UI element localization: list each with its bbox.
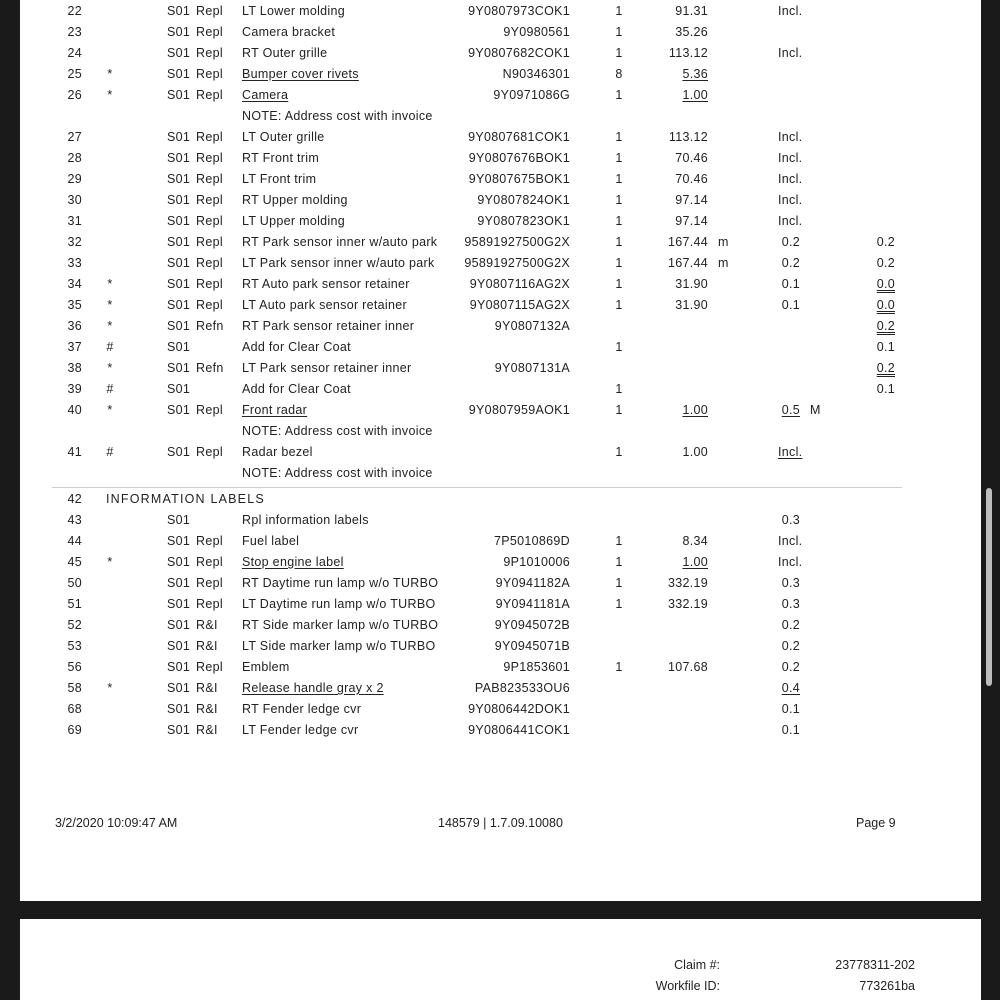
description: NOTE: Address cost with invoice <box>242 466 433 480</box>
description: RT Fender ledge cvr <box>242 702 362 716</box>
quantity: 1 <box>615 151 623 165</box>
line-number: 40 <box>67 403 82 417</box>
flag-marker: * <box>107 681 113 695</box>
paint-hours: 0.0 <box>876 298 895 312</box>
labor-hours: 0.2 <box>781 639 800 653</box>
section-title: INFORMATION LABELS <box>106 492 265 506</box>
operation-code: S01 <box>167 214 191 228</box>
operation-type: Repl <box>196 130 223 144</box>
operation-type: Repl <box>196 660 223 674</box>
operation-type: Repl <box>196 576 223 590</box>
labor-hours: 0.2 <box>781 660 800 674</box>
table-row <box>20 43 981 64</box>
operation-type: Refn <box>196 361 224 375</box>
line-number: 22 <box>67 4 82 18</box>
quantity: 1 <box>615 298 623 312</box>
table-row <box>20 552 981 573</box>
part-number: 9Y0807131A <box>494 361 570 375</box>
line-number: 32 <box>67 235 82 249</box>
operation-type: Repl <box>196 445 223 459</box>
price: 1.00 <box>682 555 708 569</box>
flag-marker: # <box>106 340 114 354</box>
labor-hours: Incl. <box>778 214 803 228</box>
quantity: 1 <box>615 4 623 18</box>
note-row <box>20 421 981 442</box>
line-number: 26 <box>67 88 82 102</box>
price: 167.44 <box>667 235 708 249</box>
price: 1.00 <box>682 403 708 417</box>
quantity: 1 <box>615 172 623 186</box>
description: LT Upper molding <box>242 214 345 228</box>
part-number: 9Y0807116AG2X <box>469 277 570 291</box>
line-number: 28 <box>67 151 82 165</box>
labor-hours: Incl. <box>778 46 803 60</box>
table-row <box>20 400 981 421</box>
quantity: 1 <box>615 214 623 228</box>
price: 332.19 <box>667 576 708 590</box>
table-row <box>20 85 981 106</box>
line-number: 69 <box>67 723 82 737</box>
price: 31.90 <box>675 298 708 312</box>
quantity: 1 <box>615 660 623 674</box>
flag-marker: * <box>107 319 113 333</box>
description: Emblem <box>242 660 290 674</box>
description: Camera bracket <box>242 25 336 39</box>
next-page <box>20 919 981 1000</box>
line-number: 33 <box>67 256 82 270</box>
description: RT Side marker lamp w/o TURBO <box>242 618 439 632</box>
description: LT Outer grille <box>242 130 325 144</box>
operation-type: Repl <box>196 277 223 291</box>
labor-hours: Incl. <box>778 4 803 18</box>
paint-hours: 0.2 <box>876 235 895 249</box>
operation-type: Repl <box>196 235 223 249</box>
operation-code: S01 <box>167 298 191 312</box>
part-number: 9Y0807132A <box>494 319 570 333</box>
table-row <box>20 699 981 720</box>
workfile-value: 773261ba <box>859 979 915 993</box>
operation-code: S01 <box>167 445 191 459</box>
line-number: 68 <box>67 702 82 716</box>
table-row <box>20 678 981 699</box>
operation-type: Repl <box>196 298 223 312</box>
line-number: 58 <box>67 681 82 695</box>
line-number: 25 <box>67 67 82 81</box>
section-line-number: 42 <box>67 492 82 506</box>
table-row <box>20 127 981 148</box>
labor-hours: 0.5 <box>781 403 800 417</box>
price: 97.14 <box>675 193 708 207</box>
line-number: 36 <box>67 319 82 333</box>
price: 167.44 <box>667 256 708 270</box>
price: 8.34 <box>682 534 708 548</box>
labor-hours: Incl. <box>778 130 803 144</box>
operation-code: S01 <box>167 88 191 102</box>
quantity: 1 <box>615 235 623 249</box>
line-number: 38 <box>67 361 82 375</box>
operation-type: Repl <box>196 25 223 39</box>
line-number: 56 <box>67 660 82 674</box>
paint-hours: 0.1 <box>876 340 895 354</box>
quantity: 1 <box>615 576 623 590</box>
price: 113.12 <box>668 130 708 144</box>
operation-code: S01 <box>167 361 191 375</box>
part-number: 9Y0807676BOK1 <box>468 151 570 165</box>
part-number: 9Y0945071B <box>494 639 570 653</box>
operation-code: S01 <box>167 513 191 527</box>
operation-code: S01 <box>167 277 191 291</box>
table-row <box>20 169 981 190</box>
operation-code: S01 <box>167 723 191 737</box>
paint-hours: 0.2 <box>876 256 895 270</box>
description: Bumper cover rivets <box>242 67 359 81</box>
operation-type: R&I <box>196 681 218 695</box>
labor-hours: 0.4 <box>781 681 800 695</box>
labor-hours: 0.3 <box>781 597 800 611</box>
table-row <box>20 337 981 358</box>
table-row <box>20 211 981 232</box>
line-number: 24 <box>67 46 82 60</box>
table-row <box>20 720 981 741</box>
description: Camera <box>242 88 289 102</box>
part-number: 9Y0807675BOK1 <box>468 172 570 186</box>
table-row <box>20 573 981 594</box>
flag-marker: * <box>107 403 113 417</box>
operation-code: S01 <box>167 172 191 186</box>
part-number: 9Y0807824OK1 <box>477 193 570 207</box>
description: Radar bezel <box>242 445 313 459</box>
part-number: N90346301 <box>502 67 570 81</box>
note-row <box>20 106 981 127</box>
description: NOTE: Address cost with invoice <box>242 424 433 438</box>
line-number: 34 <box>67 277 82 291</box>
operation-code: S01 <box>167 151 191 165</box>
operation-code: S01 <box>167 340 191 354</box>
table-row <box>20 657 981 678</box>
price: 35.26 <box>675 25 708 39</box>
operation-code: S01 <box>167 403 191 417</box>
quantity: 1 <box>615 382 623 396</box>
operation-type: R&I <box>196 618 218 632</box>
description: LT Park sensor retainer inner <box>242 361 412 375</box>
operation-type: Repl <box>196 555 223 569</box>
operation-type: Repl <box>196 193 223 207</box>
table-row <box>20 636 981 657</box>
price: 1.00 <box>682 445 708 459</box>
operation-type: R&I <box>196 702 218 716</box>
line-number: 23 <box>67 25 82 39</box>
operation-code: S01 <box>167 534 191 548</box>
part-number: 7P5010869D <box>494 534 570 548</box>
part-number: 9Y0971086G <box>493 88 570 102</box>
version-info: 148579 | 1.7.09.10080 <box>438 816 563 830</box>
labor-hours: Incl. <box>778 193 803 207</box>
labor-hours: 0.2 <box>781 618 800 632</box>
flag-marker: * <box>107 298 113 312</box>
quantity: 1 <box>615 130 623 144</box>
operation-type: Repl <box>196 46 223 60</box>
paint-hours: 0.0 <box>876 277 895 291</box>
labor-hours: Incl. <box>778 172 803 186</box>
description: Release handle gray x 2 <box>242 681 384 695</box>
price: 5.36 <box>682 67 708 81</box>
operation-type: Repl <box>196 534 223 548</box>
quantity: 1 <box>615 46 623 60</box>
table-row <box>20 190 981 211</box>
operation-code: S01 <box>167 67 191 81</box>
price: 113.12 <box>668 46 708 60</box>
labor-hours: Incl. <box>778 445 803 459</box>
quantity: 1 <box>615 256 623 270</box>
price: 91.31 <box>675 4 708 18</box>
part-number: 9Y0807959AOK1 <box>468 403 570 417</box>
description: LT Fender ledge cvr <box>242 723 359 737</box>
description: LT Side marker lamp w/o TURBO <box>242 639 436 653</box>
line-number: 37 <box>67 340 82 354</box>
description: RT Front trim <box>242 151 320 165</box>
part-number: 9Y0806441COK1 <box>468 723 570 737</box>
description: NOTE: Address cost with invoice <box>242 109 433 123</box>
operation-code: S01 <box>167 702 191 716</box>
description: LT Lower molding <box>242 4 345 18</box>
description: LT Auto park sensor retainer <box>242 298 407 312</box>
note-row <box>20 463 981 484</box>
quantity: 1 <box>615 403 623 417</box>
price: 1.00 <box>682 88 708 102</box>
line-number: 52 <box>67 618 82 632</box>
print-datetime: 3/2/2020 10:09:47 AM <box>55 816 178 830</box>
operation-code: S01 <box>167 193 191 207</box>
labor-hours: 0.1 <box>781 277 800 291</box>
part-number: PAB823533OU6 <box>474 681 570 695</box>
price: 70.46 <box>675 151 708 165</box>
operation-type: Repl <box>196 67 223 81</box>
part-number: 9Y0807681COK1 <box>468 130 570 144</box>
operation-code: S01 <box>167 25 191 39</box>
table-row <box>20 594 981 615</box>
labor-hours: 0.1 <box>781 723 800 737</box>
operation-type: Repl <box>196 88 223 102</box>
operation-code: S01 <box>167 681 191 695</box>
flag-marker: # <box>106 445 114 459</box>
description: Add for Clear Coat <box>242 340 351 354</box>
table-row <box>20 64 981 85</box>
description: Stop engine label <box>242 555 344 569</box>
section-header-row <box>20 489 981 510</box>
price: 70.46 <box>675 172 708 186</box>
estimate-page <box>20 0 981 901</box>
table-row <box>20 442 981 463</box>
table-row <box>20 615 981 636</box>
part-number: 9Y0807823OK1 <box>477 214 570 228</box>
operation-code: S01 <box>167 130 191 144</box>
line-number: 45 <box>67 555 82 569</box>
description: LT Daytime run lamp w/o TURBO <box>242 597 436 611</box>
operation-code: S01 <box>167 639 191 653</box>
price-marker: m <box>718 256 729 270</box>
operation-code: S01 <box>167 46 191 60</box>
labor-marker: M <box>810 403 821 417</box>
operation-code: S01 <box>167 235 191 249</box>
line-number: 44 <box>67 534 82 548</box>
part-number: 9Y0807115AG2X <box>469 298 570 312</box>
labor-hours: 0.3 <box>781 576 800 590</box>
claim-label: Claim #: <box>674 958 720 972</box>
description: LT Park sensor inner w/auto park <box>242 256 435 270</box>
operation-type: Repl <box>196 403 223 417</box>
line-number: 41 <box>67 445 82 459</box>
description: Add for Clear Coat <box>242 382 351 396</box>
quantity: 1 <box>615 277 623 291</box>
page-number: Page 9 <box>856 816 896 830</box>
description: RT Park sensor retainer inner <box>242 319 415 333</box>
part-number: 9Y0941181A <box>495 597 570 611</box>
table-row <box>20 232 981 253</box>
labor-hours: 0.3 <box>781 513 800 527</box>
operation-type: R&I <box>196 723 218 737</box>
quantity: 1 <box>615 597 623 611</box>
operation-type: Repl <box>196 4 223 18</box>
flag-marker: # <box>106 382 114 396</box>
claim-value: 23778311-202 <box>835 958 915 972</box>
quantity: 1 <box>615 88 623 102</box>
line-number: 30 <box>67 193 82 207</box>
quantity: 1 <box>615 555 623 569</box>
part-number: 9Y0806442DOK1 <box>468 702 570 716</box>
table-row <box>20 295 981 316</box>
operation-code: S01 <box>167 576 191 590</box>
line-number: 43 <box>67 513 82 527</box>
paint-hours: 0.2 <box>876 361 895 375</box>
labor-hours: 0.1 <box>781 702 800 716</box>
flag-marker: * <box>107 67 113 81</box>
description: Rpl information labels <box>242 513 369 527</box>
part-number: 9Y0807682COK1 <box>468 46 570 60</box>
operation-type: Repl <box>196 172 223 186</box>
operation-code: S01 <box>167 319 191 333</box>
operation-type: Refn <box>196 319 224 333</box>
table-row <box>20 379 981 400</box>
quantity: 1 <box>615 445 623 459</box>
scrollbar-thumb[interactable] <box>986 488 992 686</box>
flag-marker: * <box>107 361 113 375</box>
operation-type: Repl <box>196 256 223 270</box>
operation-code: S01 <box>167 618 191 632</box>
quantity: 8 <box>615 67 623 81</box>
price-marker: m <box>718 235 729 249</box>
description: Fuel label <box>242 534 300 548</box>
operation-type: Repl <box>196 214 223 228</box>
operation-code: S01 <box>167 555 191 569</box>
operation-code: S01 <box>167 660 191 674</box>
operation-code: S01 <box>167 382 191 396</box>
table-row <box>20 358 981 379</box>
line-number: 31 <box>67 214 82 228</box>
part-number: 9Y0807973COK1 <box>468 4 570 18</box>
line-number: 50 <box>67 576 82 590</box>
operation-code: S01 <box>167 597 191 611</box>
table-row <box>20 531 981 552</box>
part-number: 9Y0945072B <box>494 618 570 632</box>
price: 31.90 <box>675 277 708 291</box>
flag-marker: * <box>107 88 113 102</box>
line-number: 53 <box>67 639 82 653</box>
flag-marker: * <box>107 277 113 291</box>
line-number: 51 <box>67 597 82 611</box>
table-row <box>20 22 981 43</box>
workfile-label: Workfile ID: <box>655 979 720 993</box>
operation-code: S01 <box>167 4 191 18</box>
quantity: 1 <box>615 340 623 354</box>
description: RT Daytime run lamp w/o TURBO <box>242 576 439 590</box>
labor-hours: 0.2 <box>781 256 800 270</box>
labor-hours: 0.1 <box>781 298 800 312</box>
operation-type: Repl <box>196 597 223 611</box>
labor-hours: Incl. <box>778 151 803 165</box>
part-number: 9Y0980561 <box>503 25 570 39</box>
price: 332.19 <box>667 597 708 611</box>
description: RT Park sensor inner w/auto park <box>242 235 438 249</box>
part-number: 9Y0941182A <box>495 576 570 590</box>
part-number: 95891927500G2X <box>464 235 570 249</box>
section-divider <box>52 487 902 488</box>
table-row <box>20 148 981 169</box>
price: 97.14 <box>675 214 708 228</box>
quantity: 1 <box>615 25 623 39</box>
part-number: 9P1853601 <box>503 660 570 674</box>
line-number: 29 <box>67 172 82 186</box>
description: RT Outer grille <box>242 46 328 60</box>
labor-hours: Incl. <box>778 534 803 548</box>
operation-type: R&I <box>196 639 218 653</box>
description: LT Front trim <box>242 172 317 186</box>
line-number: 39 <box>67 382 82 396</box>
part-number: 9P1010006 <box>503 555 570 569</box>
description: RT Upper molding <box>242 193 348 207</box>
description: Front radar <box>242 403 308 417</box>
description: RT Auto park sensor retainer <box>242 277 410 291</box>
labor-hours: 0.2 <box>781 235 800 249</box>
quantity: 1 <box>615 534 623 548</box>
price: 107.68 <box>667 660 708 674</box>
line-number: 27 <box>67 130 82 144</box>
part-number: 95891927500G2X <box>464 256 570 270</box>
labor-hours: Incl. <box>778 555 803 569</box>
table-row <box>20 510 981 531</box>
quantity: 1 <box>615 193 623 207</box>
table-row <box>20 316 981 337</box>
paint-hours: 0.2 <box>876 319 895 333</box>
operation-type: Repl <box>196 151 223 165</box>
table-row <box>20 253 981 274</box>
operation-code: S01 <box>167 256 191 270</box>
paint-hours: 0.1 <box>876 382 895 396</box>
table-row <box>20 274 981 295</box>
table-row <box>20 1 981 22</box>
flag-marker: * <box>107 555 113 569</box>
line-number: 35 <box>67 298 82 312</box>
